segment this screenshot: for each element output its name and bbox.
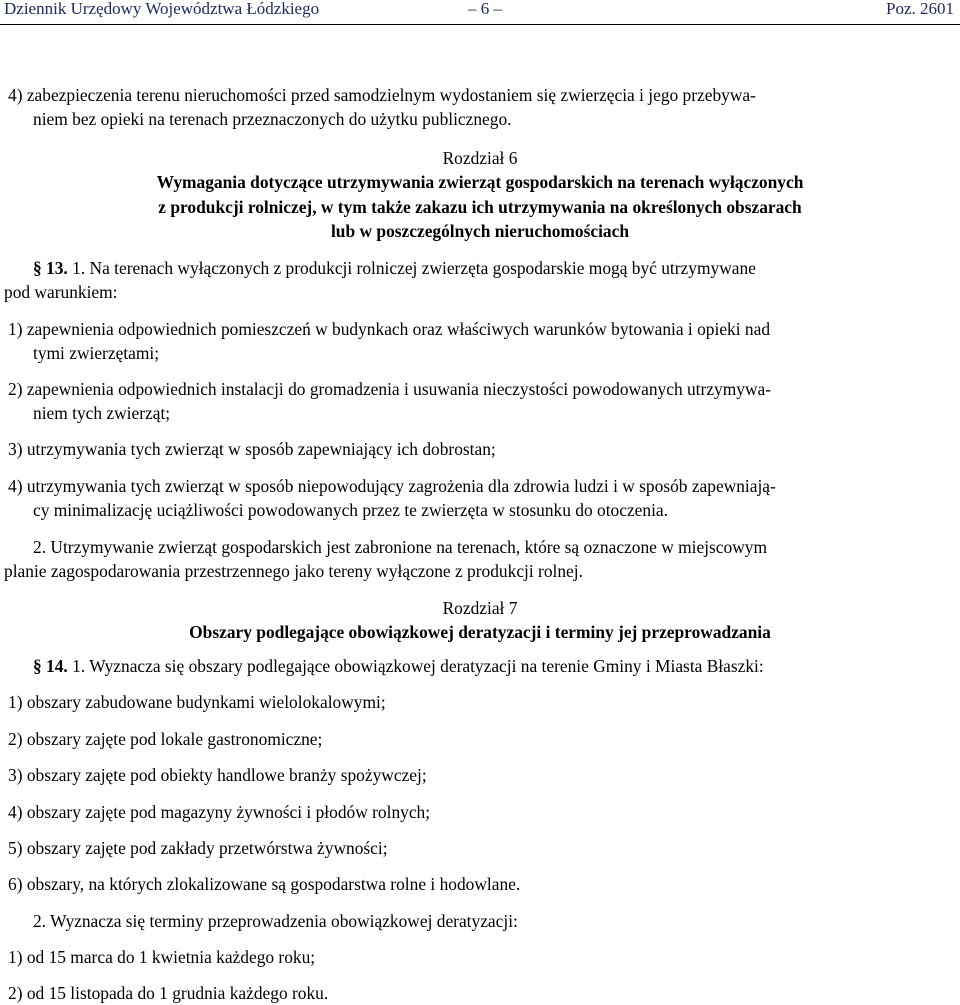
section-13-paragraph-1-line2: pod warunkiem: xyxy=(4,282,118,302)
s14-item-5: 5) obszary zajęte pod zakłady przetwórstwa żywności; xyxy=(8,838,388,858)
s14-term-2: 2) od 15 listopada do 1 grudnia każdego roku. xyxy=(8,983,329,1003)
s14-term-1: 1) od 15 marca do 1 kwietnia każdego roku; xyxy=(8,947,316,967)
section-13-paragraph-1-line1 xyxy=(33,257,756,279)
position-number: Poz. 2601 xyxy=(886,0,954,18)
page-header xyxy=(0,0,960,25)
s13-item-4-line1: 4) utrzymywania tych zwierząt w sposób niepowodujący zagrożenia dla zdrowia ludzi i w sposób zapewniają- xyxy=(8,476,776,496)
chapter-6-title-line2: z produkcji rolniczej, w tym także zakazu ich utrzymywania na określonych obszarach xyxy=(158,197,802,217)
s13-item-1-line2: tymi zwierzętami; xyxy=(33,343,160,363)
s14-paragraph-2: 2. Wyznacza się terminy przeprowadzenia obowiązkowej deratyzacji: xyxy=(33,911,518,931)
s13-item-2-line2: niem tych zwierząt; xyxy=(33,403,171,423)
s14-item-4: 4) obszary zajęte pod magazyny żywności i płodów rolnych; xyxy=(8,802,431,822)
chapter-6-title-line1: Wymagania dotyczące utrzymywania zwierząt gospodarskich na terenach wyłączonych xyxy=(156,172,804,192)
s14-item-6: 6) obszary, na których zlokalizowane są gospodarstwa rolne i hodowlane. xyxy=(8,874,521,894)
section-14-number: § 14. xyxy=(33,656,68,676)
chapter-7-title-line1: Obszary podlegające obowiązkowej deratyzacji i terminy jej przeprowadzania xyxy=(189,622,771,642)
section-14-p1-text: 1. Wyznacza się obszary podlegające obowiązkowej deratyzacji na terenie Gminy i Miasta Błaszki: xyxy=(72,656,764,676)
section-13-p1-text: 1. Na terenach wyłączonych z produkcji rolniczej zwierzęta gospodarskie mogą być utrzymywane xyxy=(72,258,756,278)
chapter-7-heading: Rozdział 7 xyxy=(442,598,518,618)
prev-item-4-line2: niem bez opieki na terenach przeznaczonych do użytku publicznego. xyxy=(33,109,512,129)
section-14-paragraph-1 xyxy=(33,655,764,677)
s13-item-3: 3) utrzymywania tych zwierząt w sposób zapewniający ich dobrostan; xyxy=(8,439,496,459)
s13-paragraph-2-line1: 2. Utrzymywanie zwierząt gospodarskich jest zabronione na terenach, które są oznaczone w miejscowym xyxy=(33,537,767,557)
journal-title: Dziennik Urzędowy Województwa Łódzkiego xyxy=(4,0,320,18)
section-13-number: § 13. xyxy=(33,258,68,278)
chapter-6-heading: Rozdział 6 xyxy=(442,148,518,168)
prev-item-4-line1: 4) zabezpieczenia terenu nieruchomości przed samodzielnym wydostaniem się zwierzęcia i jego przebywa- xyxy=(8,85,756,105)
s13-item-2-line1: 2) zapewnienia odpowiednich instalacji do gromadzenia i usuwania nieczystości powodowanych utrzymywa- xyxy=(8,379,772,399)
s13-item-1-line1: 1) zapewnienia odpowiednich pomieszczeń w budynkach oraz właściwych warunków bytowania i opieki nad xyxy=(8,319,771,339)
s14-item-1: 1) obszary zabudowane budynkami wielolokalowymi; xyxy=(8,692,386,712)
s13-item-4-line2: cy minimalizację uciążliwości powodowanych przez te zwierzęta w stosunku do otoczenia. xyxy=(33,500,668,520)
s13-paragraph-2-line2: planie zagospodarowania przestrzennego jako tereny wyłączone z produkcji rolnej. xyxy=(4,561,583,581)
s14-item-2: 2) obszary zajęte pod lokale gastronomiczne; xyxy=(8,729,323,749)
s14-item-3: 3) obszary zajęte pod obiekty handlowe branży spożywczej; xyxy=(8,765,427,785)
page-number: – 6 – xyxy=(468,0,502,18)
chapter-6-title-line3: lub w poszczególnych nieruchomościach xyxy=(330,221,630,241)
